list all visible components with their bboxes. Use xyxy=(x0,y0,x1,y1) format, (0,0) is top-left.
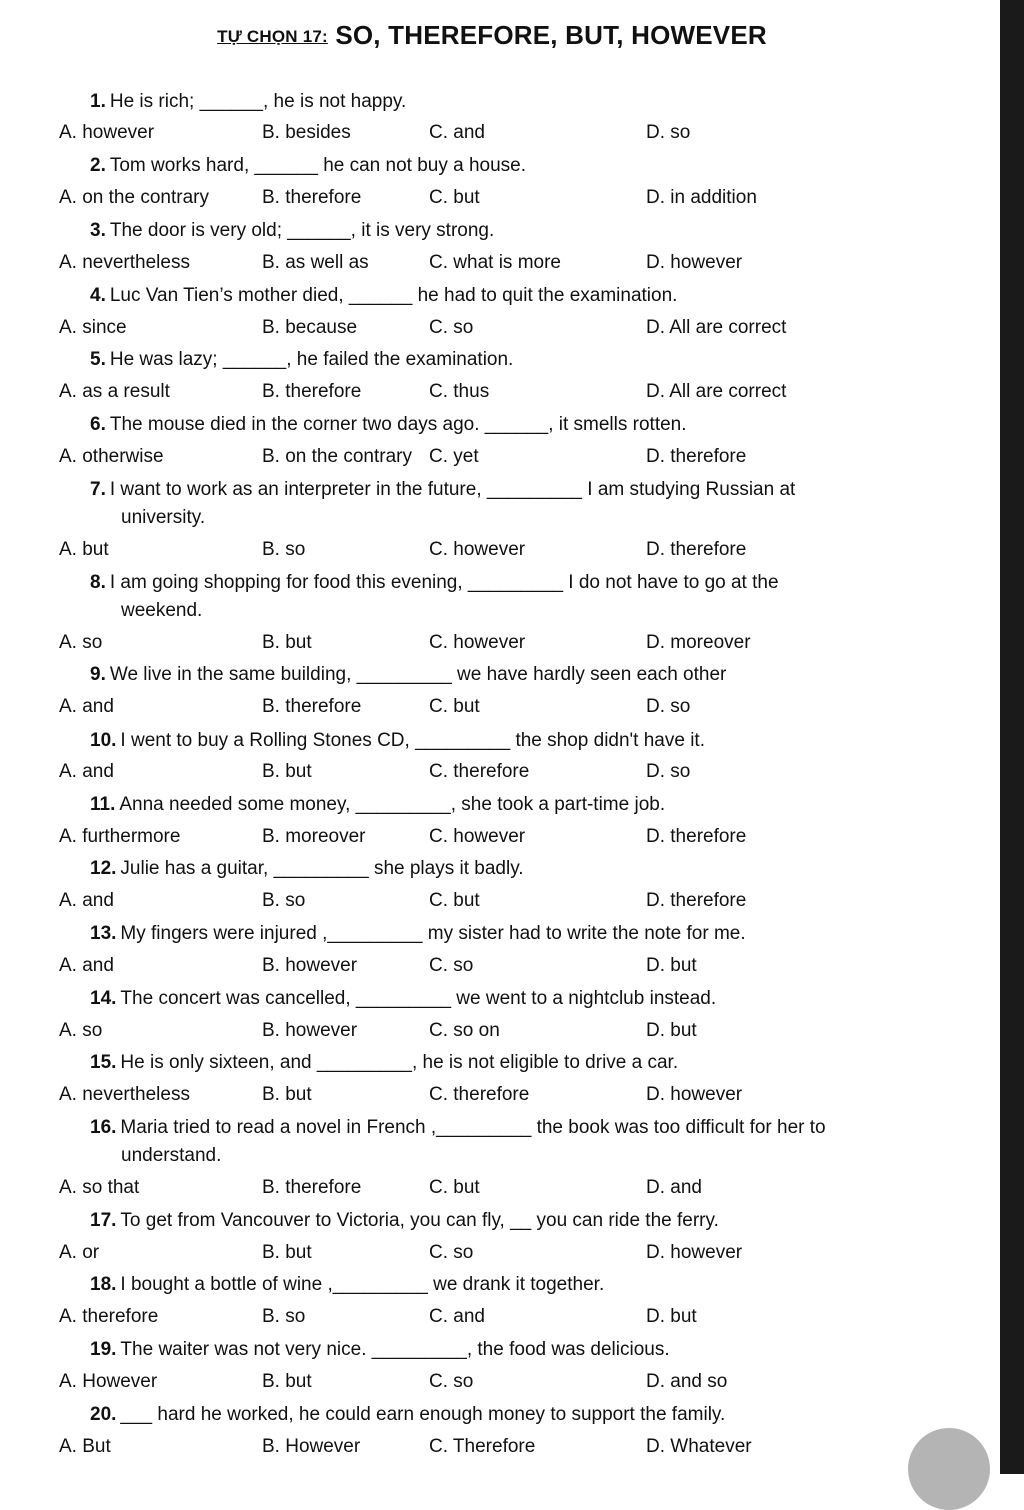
option-d[interactable]: D. so xyxy=(646,761,691,782)
question-text: The door is very old; ______, it is very strong. xyxy=(109,220,495,241)
option-b[interactable]: B. therefore xyxy=(262,696,362,717)
answer-options xyxy=(0,1433,1000,1461)
option-b[interactable]: B. moreover xyxy=(262,826,366,847)
option-d[interactable]: D. so xyxy=(646,122,691,143)
option-c[interactable]: C. what is more xyxy=(429,252,561,273)
edge-strip xyxy=(1000,0,1024,1474)
question-14 xyxy=(90,985,910,1013)
question-3 xyxy=(90,217,910,245)
option-c[interactable]: C. thus xyxy=(429,381,490,402)
question-4 xyxy=(90,282,910,310)
option-b[interactable]: B. so xyxy=(262,1306,306,1327)
question-number: 16. xyxy=(90,1117,117,1138)
question-text: The mouse died in the corner two days ago. ______, it smells rotten. xyxy=(109,414,687,435)
answer-options xyxy=(0,1017,1000,1045)
question-text: He was lazy; ______, he failed the examination. xyxy=(109,349,514,370)
question-text: Maria tried to read a novel in French ,_________ the book was too difficult for her to xyxy=(120,1117,826,1138)
option-b[interactable]: B. however xyxy=(262,1020,358,1041)
option-d[interactable]: D. in addition xyxy=(646,187,757,208)
question-10 xyxy=(90,727,910,755)
option-b[interactable]: B. therefore xyxy=(262,381,362,402)
question-number: 3. xyxy=(90,220,106,241)
question-1 xyxy=(90,88,910,116)
question-16 xyxy=(90,1114,910,1170)
option-c[interactable]: C. however xyxy=(429,826,526,847)
answer-options xyxy=(0,443,1000,471)
option-b[interactable]: B. but xyxy=(262,1084,312,1105)
floating-circle-icon[interactable] xyxy=(908,1428,990,1510)
answer-options xyxy=(0,378,1000,406)
question-text: The concert was cancelled, _________ we went to a nightclub instead. xyxy=(120,988,717,1009)
answer-options xyxy=(0,952,1000,980)
option-a[interactable]: A. on the contrary xyxy=(59,187,209,208)
question-text: He is rich; ______, he is not happy. xyxy=(109,91,407,112)
option-b[interactable]: B. therefore xyxy=(262,1177,362,1198)
option-d[interactable]: D. therefore xyxy=(646,826,747,847)
option-c[interactable]: C. but xyxy=(429,1177,480,1198)
option-a[interactable]: A. and xyxy=(59,955,114,976)
option-b[interactable]: B. therefore xyxy=(262,187,362,208)
question-number: 14. xyxy=(90,988,117,1009)
question-text: The waiter was not very nice. _________, the food was delicious. xyxy=(120,1339,670,1360)
option-a[interactable]: A. so xyxy=(59,632,103,653)
option-a[interactable]: A. and xyxy=(59,696,114,717)
option-d[interactable]: D. however xyxy=(646,252,743,273)
answer-options xyxy=(0,693,1000,721)
question-text: Luc Van Tien’s mother died, ______ he had to quit the examination. xyxy=(109,285,678,306)
option-a[interactable]: A. however xyxy=(59,122,155,143)
question-number: 8. xyxy=(90,572,106,593)
option-a[interactable]: A. or xyxy=(59,1242,100,1263)
question-text-continued: university. xyxy=(121,507,206,528)
option-c[interactable]: C. so xyxy=(429,317,474,338)
option-d[interactable]: D. but xyxy=(646,1306,697,1327)
option-c[interactable]: C. so xyxy=(429,1242,474,1263)
option-a[interactable]: A. nevertheless xyxy=(59,1084,190,1105)
option-c[interactable]: C. Therefore xyxy=(429,1436,536,1457)
option-c[interactable]: C. but xyxy=(429,187,480,208)
option-c[interactable]: C. so xyxy=(429,955,474,976)
question-number: 6. xyxy=(90,414,106,435)
answer-options xyxy=(0,823,1000,851)
option-c[interactable]: C. so on xyxy=(429,1020,500,1041)
answer-options xyxy=(0,249,1000,277)
option-d[interactable]: D. so xyxy=(646,696,691,717)
question-text: He is only sixteen, and _________, he is not eligible to drive a car. xyxy=(120,1052,679,1073)
question-9 xyxy=(90,661,910,689)
option-b[interactable]: B. but xyxy=(262,1242,312,1263)
answer-options xyxy=(0,1239,1000,1267)
option-a[interactable]: A. so xyxy=(59,1020,103,1041)
question-20 xyxy=(90,1401,910,1429)
option-a[interactable]: A. furthermore xyxy=(59,826,181,847)
option-d[interactable]: D. but xyxy=(646,1020,697,1041)
option-c[interactable]: C. therefore xyxy=(429,1084,530,1105)
answer-options xyxy=(0,1303,1000,1331)
question-number: 13. xyxy=(90,923,117,944)
option-a[interactable]: A. since xyxy=(59,317,127,338)
question-text: We live in the same building, _________ we have hardly seen each other xyxy=(109,664,727,685)
answer-options xyxy=(0,184,1000,212)
question-number: 7. xyxy=(90,479,106,500)
answer-options xyxy=(0,314,1000,342)
option-a[interactable]: A. and xyxy=(59,890,114,911)
option-b[interactable]: B. However xyxy=(262,1436,361,1457)
question-18 xyxy=(90,1271,910,1299)
answer-options xyxy=(0,629,1000,657)
option-b[interactable]: B. so xyxy=(262,539,306,560)
option-a[interactable]: A. but xyxy=(59,539,109,560)
question-11 xyxy=(90,791,910,819)
question-number: 5. xyxy=(90,349,106,370)
option-d[interactable]: D. however xyxy=(646,1242,743,1263)
question-text: Tom works hard, ______ he can not buy a house. xyxy=(109,155,527,176)
option-c[interactable]: C. yet xyxy=(429,446,479,467)
option-d[interactable]: D. All are correct xyxy=(646,381,787,402)
question-number: 11. xyxy=(90,794,116,815)
question-text: To get from Vancouver to Victoria, you can fly, __ you can ride the ferry. xyxy=(120,1210,719,1231)
question-text: I am going shopping for food this evening, _________ I do not have to go at the xyxy=(109,572,779,593)
question-text-continued: weekend. xyxy=(121,600,203,621)
option-b[interactable]: B. as well as xyxy=(262,252,369,273)
option-a[interactable]: A. so that xyxy=(59,1177,140,1198)
question-number: 10. xyxy=(90,730,117,751)
question-number: 18. xyxy=(90,1274,117,1295)
question-8 xyxy=(90,569,910,625)
option-c[interactable]: C. and xyxy=(429,1306,485,1327)
option-b[interactable]: B. because xyxy=(262,317,358,338)
option-c[interactable]: C. however xyxy=(429,539,526,560)
question-number: 17. xyxy=(90,1210,117,1231)
option-a[interactable]: A. nevertheless xyxy=(59,252,190,273)
option-a[interactable]: A. as a result xyxy=(59,381,170,402)
option-d[interactable]: D. however xyxy=(646,1084,743,1105)
option-d[interactable]: D. All are correct xyxy=(646,317,787,338)
question-13 xyxy=(90,920,910,948)
question-2 xyxy=(90,152,910,180)
question-12 xyxy=(90,855,910,883)
question-text: I bought a bottle of wine ,_________ we drank it together. xyxy=(120,1274,605,1295)
page-title xyxy=(0,20,984,51)
answer-options xyxy=(0,536,1000,564)
question-number: 20. xyxy=(90,1404,117,1425)
option-b[interactable]: B. on the contrary xyxy=(262,446,412,467)
title-main: SO, THEREFORE, BUT, HOWEVER xyxy=(335,20,767,50)
option-d[interactable]: D. and so xyxy=(646,1371,728,1392)
option-c[interactable]: C. so xyxy=(429,1371,474,1392)
option-d[interactable]: D. and xyxy=(646,1177,702,1198)
question-text: I want to work as an interpreter in the future, _________ I am studying Russian at xyxy=(109,479,796,500)
question-text: ___ hard he worked, he could earn enough money to support the family. xyxy=(120,1404,726,1425)
option-a[interactable]: A. But xyxy=(59,1436,111,1457)
option-c[interactable]: C. however xyxy=(429,632,526,653)
answer-options xyxy=(0,1174,1000,1202)
question-5 xyxy=(90,346,910,374)
option-d[interactable]: D. therefore xyxy=(646,890,747,911)
question-number: 9. xyxy=(90,664,106,685)
question-6 xyxy=(90,411,910,439)
question-number: 2. xyxy=(90,155,106,176)
option-d[interactable]: D. but xyxy=(646,955,697,976)
option-d[interactable]: D. moreover xyxy=(646,632,751,653)
question-number: 1. xyxy=(90,91,106,112)
option-b[interactable]: B. but xyxy=(262,761,312,782)
option-b[interactable]: B. but xyxy=(262,632,312,653)
option-d[interactable]: D. therefore xyxy=(646,446,747,467)
question-number: 4. xyxy=(90,285,106,306)
option-b[interactable]: B. besides xyxy=(262,122,351,143)
question-text-continued: understand. xyxy=(121,1145,222,1166)
option-c[interactable]: C. but xyxy=(429,890,480,911)
answer-options xyxy=(0,1368,1000,1396)
option-b[interactable]: B. however xyxy=(262,955,358,976)
title-prefix: TỰ CHỌN 17: xyxy=(217,27,328,46)
answer-options xyxy=(0,119,1000,147)
question-text: Anna needed some money, _________, she took a part-time job. xyxy=(119,794,666,815)
question-7 xyxy=(90,476,910,532)
option-b[interactable]: B. so xyxy=(262,890,306,911)
option-b[interactable]: B. but xyxy=(262,1371,312,1392)
option-a[interactable]: A. otherwise xyxy=(59,446,164,467)
answer-options xyxy=(0,1081,1000,1109)
question-number: 19. xyxy=(90,1339,117,1360)
option-c[interactable]: C. but xyxy=(429,696,480,717)
question-17 xyxy=(90,1207,910,1235)
option-a[interactable]: A. However xyxy=(59,1371,158,1392)
option-a[interactable]: A. therefore xyxy=(59,1306,159,1327)
question-19 xyxy=(90,1336,910,1364)
answer-options xyxy=(0,758,1000,786)
option-d[interactable]: D. Whatever xyxy=(646,1436,752,1457)
question-text: My fingers were injured ,_________ my sister had to write the note for me. xyxy=(120,923,746,944)
option-c[interactable]: C. and xyxy=(429,122,485,143)
option-a[interactable]: A. and xyxy=(59,761,114,782)
question-text: Julie has a guitar, _________ she plays it badly. xyxy=(120,858,524,879)
option-d[interactable]: D. therefore xyxy=(646,539,747,560)
option-c[interactable]: C. therefore xyxy=(429,761,530,782)
answer-options xyxy=(0,887,1000,915)
question-number: 12. xyxy=(90,858,117,879)
question-text: I went to buy a Rolling Stones CD, _________ the shop didn't have it. xyxy=(120,730,705,751)
question-15 xyxy=(90,1049,910,1077)
question-number: 15. xyxy=(90,1052,117,1073)
